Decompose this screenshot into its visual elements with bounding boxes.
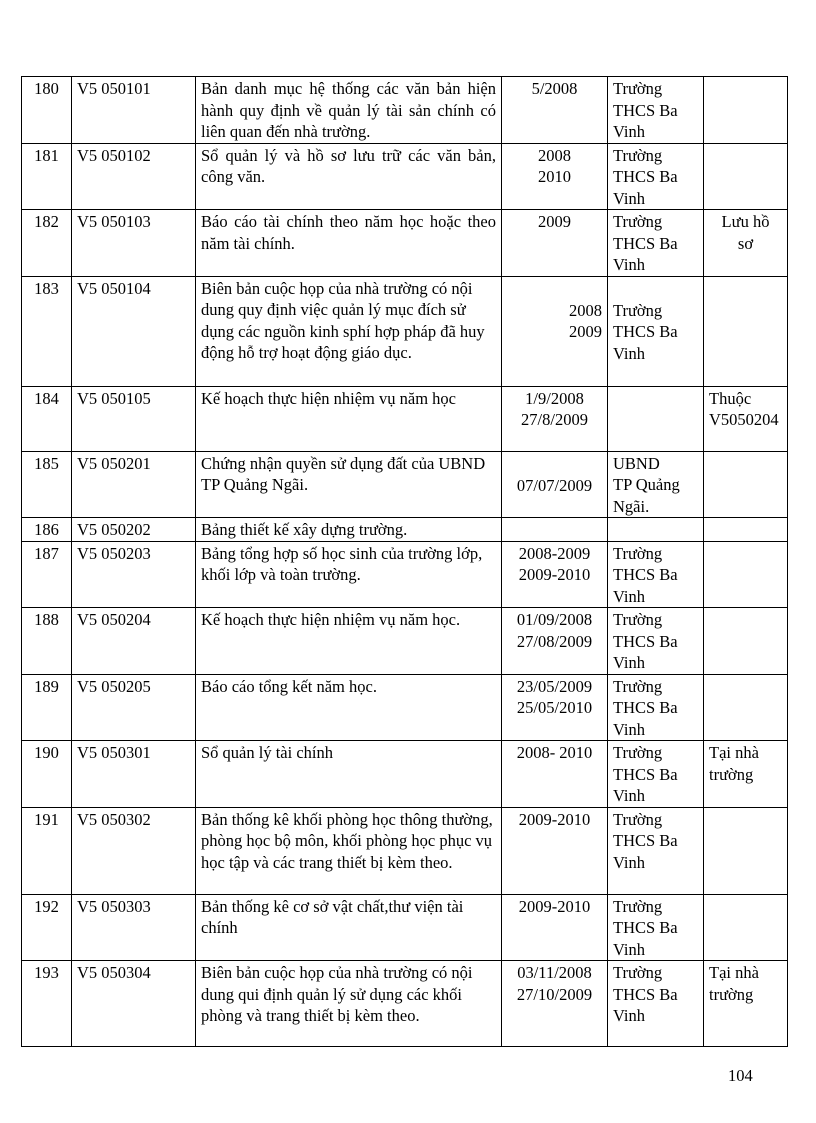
document-date: 2009-2010 <box>502 807 608 894</box>
issuing-organization: Trường THCS Ba Vinh <box>608 77 704 144</box>
issuing-organization: Trường THCS Ba Vinh <box>608 143 704 210</box>
table-row <box>22 386 788 451</box>
document-note <box>704 541 788 608</box>
document-note <box>704 451 788 518</box>
document-table <box>21 76 788 1047</box>
table-row <box>22 451 788 518</box>
document-note <box>704 77 788 144</box>
document-note <box>704 807 788 894</box>
document-date: 2009 <box>502 210 608 277</box>
document-note <box>704 608 788 675</box>
table-row <box>22 961 788 1047</box>
document-description: Báo cáo tài chính theo năm học hoặc theo năm tài chính. <box>196 210 502 277</box>
row-number: 189 <box>22 674 72 741</box>
document-description: Bản thống kê cơ sở vật chất,thư viện tài chính <box>196 894 502 961</box>
issuing-organization: Trường THCS Ba Vinh <box>608 541 704 608</box>
row-number: 188 <box>22 608 72 675</box>
document-description: Bản danh mục hệ thống các văn bản hiện hành quy định về quản lý tài sản chính có liên quan đến nhà trường. <box>196 77 502 144</box>
document-date: 2008- 2010 <box>502 741 608 808</box>
table-row <box>22 608 788 675</box>
issuing-organization: Trường THCS Ba Vinh <box>608 210 704 277</box>
issuing-organization: Trường THCS Ba Vinh <box>608 674 704 741</box>
document-description: Kế hoạch thực hiện nhiệm vụ năm học. <box>196 608 502 675</box>
issuing-organization <box>608 386 704 451</box>
table-row <box>22 77 788 144</box>
table-row <box>22 674 788 741</box>
document-note <box>704 276 788 386</box>
row-number: 191 <box>22 807 72 894</box>
document-description: Bảng tổng hợp số học sinh của trường lớp, khối lớp và toàn trường. <box>196 541 502 608</box>
document-code: V5 050201 <box>72 451 196 518</box>
issuing-organization: Trường THCS Ba Vinh <box>608 608 704 675</box>
issuing-organization: Trường THCS Ba Vinh <box>608 961 704 1047</box>
document-note: Tại nhà trường <box>704 741 788 808</box>
document-code: V5 050304 <box>72 961 196 1047</box>
table-row <box>22 210 788 277</box>
table-row <box>22 807 788 894</box>
row-number: 180 <box>22 77 72 144</box>
document-description: Báo cáo tổng kết năm học. <box>196 674 502 741</box>
issuing-organization: Trường THCS Ba Vinh <box>608 807 704 894</box>
document-code: V5 050204 <box>72 608 196 675</box>
document-description: Bản thống kê khối phòng học thông thường, phòng học bộ môn, khối phòng học phục vụ học tập và các trang thiết bị kèm theo. <box>196 807 502 894</box>
document-date: 01/09/2008 27/08/2009 <box>502 608 608 675</box>
document-code: V5 050102 <box>72 143 196 210</box>
row-number: 186 <box>22 518 72 542</box>
document-code: V5 050303 <box>72 894 196 961</box>
document-code: V5 050104 <box>72 276 196 386</box>
document-note: Lưu hồ sơ <box>704 210 788 277</box>
row-number: 193 <box>22 961 72 1047</box>
table-row <box>22 894 788 961</box>
row-number: 182 <box>22 210 72 277</box>
document-description: Sổ quản lý tài chính <box>196 741 502 808</box>
document-description: Kế hoạch thực hiện nhiệm vụ năm học <box>196 386 502 451</box>
document-description: Bảng thiết kế xây dựng trường. <box>196 518 502 542</box>
issuing-organization: Trường THCS Ba Vinh <box>608 894 704 961</box>
document-code: V5 050301 <box>72 741 196 808</box>
issuing-organization: Trường THCS Ba Vinh <box>608 276 704 386</box>
document-code: V5 050203 <box>72 541 196 608</box>
row-number: 181 <box>22 143 72 210</box>
row-number: 184 <box>22 386 72 451</box>
row-number: 183 <box>22 276 72 386</box>
document-code: V5 050103 <box>72 210 196 277</box>
issuing-organization <box>608 518 704 542</box>
document-description: Biên bản cuộc họp của nhà trường có nội dung quy định việc quản lý mục đích sử dụng các nguồn kinh sphí hợp pháp đã huy động hỗ trợ hoạt động giáo dục. <box>196 276 502 386</box>
document-code: V5 050205 <box>72 674 196 741</box>
document-date: 1/9/2008 27/8/2009 <box>502 386 608 451</box>
document-note <box>704 894 788 961</box>
document-description: Biên bản cuộc họp của nhà trường có nội dung qui định quản lý sử dụng các khối phòng và trang thiết bị kèm theo. <box>196 961 502 1047</box>
row-number: 187 <box>22 541 72 608</box>
table-row <box>22 541 788 608</box>
document-note <box>704 518 788 542</box>
document-date: 03/11/2008 27/10/2009 <box>502 961 608 1047</box>
document-description: Chứng nhận quyền sử dụng đất của UBND TP Quảng Ngãi. <box>196 451 502 518</box>
document-date: 2008 2009 <box>502 276 608 386</box>
document-date: 2008 2010 <box>502 143 608 210</box>
row-number: 190 <box>22 741 72 808</box>
issuing-organization: Trường THCS Ba Vinh <box>608 741 704 808</box>
document-date: 23/05/2009 25/05/2010 <box>502 674 608 741</box>
document-code: V5 050105 <box>72 386 196 451</box>
table-row <box>22 276 788 386</box>
document-code: V5 050101 <box>72 77 196 144</box>
document-date: 5/2008 <box>502 77 608 144</box>
row-number: 185 <box>22 451 72 518</box>
document-note: Thuộc V5050204 <box>704 386 788 451</box>
document-code: V5 050202 <box>72 518 196 542</box>
document-note <box>704 143 788 210</box>
table-row <box>22 518 788 542</box>
row-number: 192 <box>22 894 72 961</box>
document-code: V5 050302 <box>72 807 196 894</box>
page-number: 104 <box>728 1066 753 1085</box>
document-date <box>502 518 608 542</box>
document-date: 2009-2010 <box>502 894 608 961</box>
document-note <box>704 674 788 741</box>
document-description: Sổ quản lý và hồ sơ lưu trữ các văn bản, công văn. <box>196 143 502 210</box>
issuing-organization: UBND TP Quảng Ngãi. <box>608 451 704 518</box>
document-date: 07/07/2009 <box>502 451 608 518</box>
table-row <box>22 143 788 210</box>
table-row <box>22 741 788 808</box>
document-note: Tại nhà trường <box>704 961 788 1047</box>
document-date: 2008-2009 2009-2010 <box>502 541 608 608</box>
